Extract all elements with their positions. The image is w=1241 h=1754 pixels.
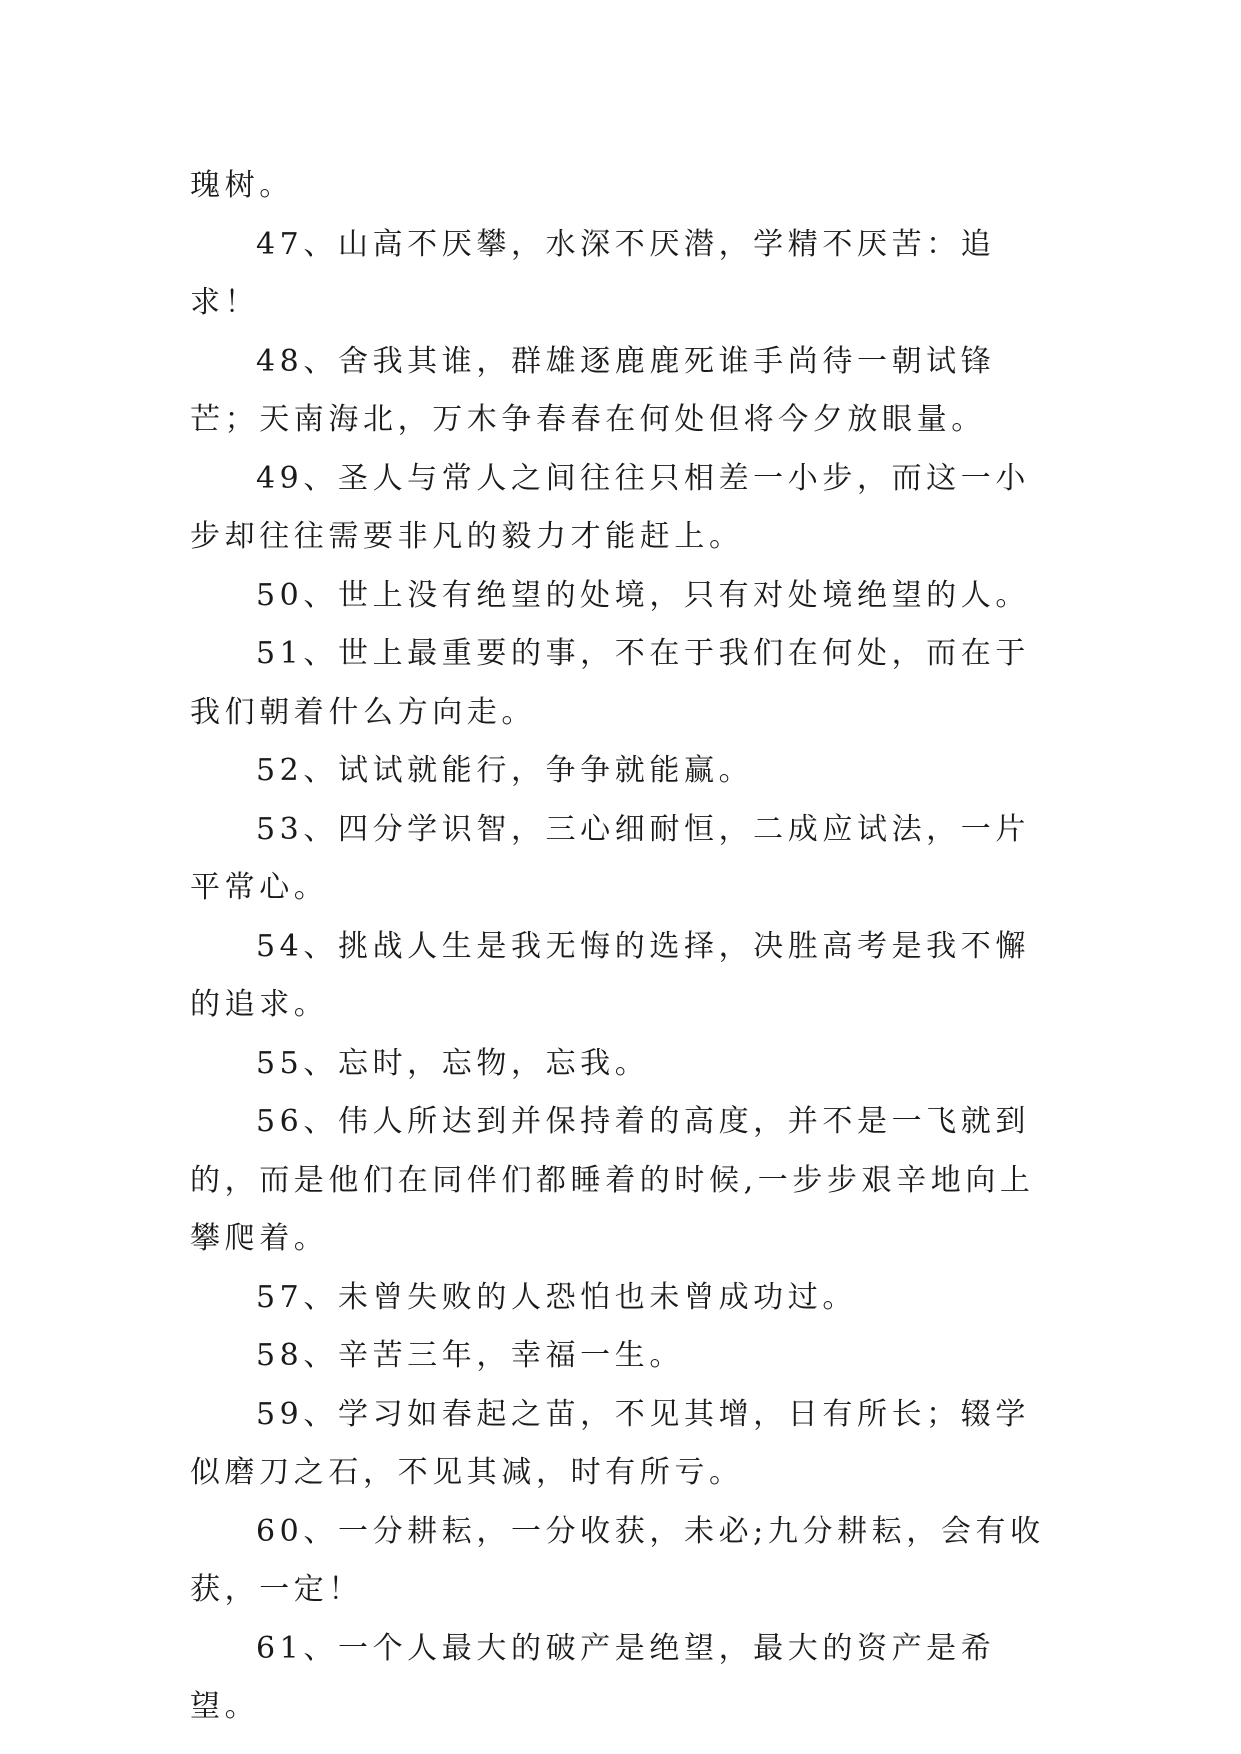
paragraph-53: 53、四分学识智，三心细耐恒，二成应试法，一片平常心。	[190, 811, 1030, 905]
paragraph-49: 49、圣人与常人之间往往只相差一小步，而这一小步却往往需要非凡的毅力才能赶上。	[190, 460, 1030, 554]
paragraph-47: 47、山高不厌攀，水深不厌潜，学精不厌苦：追求！	[190, 226, 996, 320]
paragraph-48: 48、舍我其谁，群雄逐鹿鹿死谁手尚待一朝试锋芒；天南海北，万木争春春在何处但将今夕放眼量。	[190, 343, 996, 437]
document-body	[190, 157, 1060, 1737]
paragraph-56: 56、伟人所达到并保持着的高度，并不是一飞就到的，而是他们在同伴们都睡着的时候,一步步艰辛地向上攀爬着。	[190, 1104, 1035, 1256]
paragraph-59: 59、学习如春起之苗，不见其增，日有所长；辍学似磨刀之石，不见其减，时有所亏。	[190, 1396, 1030, 1490]
paragraph-60: 60、一分耕耘，一分收获，未必;九分耕耘，会有收获，一定！	[190, 1513, 1045, 1607]
paragraph-58: 58、辛苦三年，幸福一生。	[256, 1338, 684, 1373]
paragraph-50: 50、世上没有绝望的处境，只有对处境绝望的人。	[256, 577, 1030, 613]
paragraph-57: 57、未曾失败的人恐怕也未曾成功过。	[256, 1279, 857, 1315]
paragraph-61: 61、一个人最大的破产是绝望，最大的资产是希望。	[190, 1630, 996, 1724]
paragraph-51: 51、世上最重要的事，不在于我们在何处，而在于我们朝着什么方向走。	[190, 636, 1030, 730]
paragraph-54: 54、挑战人生是我无悔的选择，决胜高考是我不懈的追求。	[190, 928, 1030, 1022]
paragraph-52: 52、试试就能行，争争就能赢。	[256, 753, 754, 788]
paragraph-continuation: 瑰树。	[190, 168, 294, 203]
paragraph-55: 55、忘时，忘物，忘我。	[256, 1045, 650, 1081]
